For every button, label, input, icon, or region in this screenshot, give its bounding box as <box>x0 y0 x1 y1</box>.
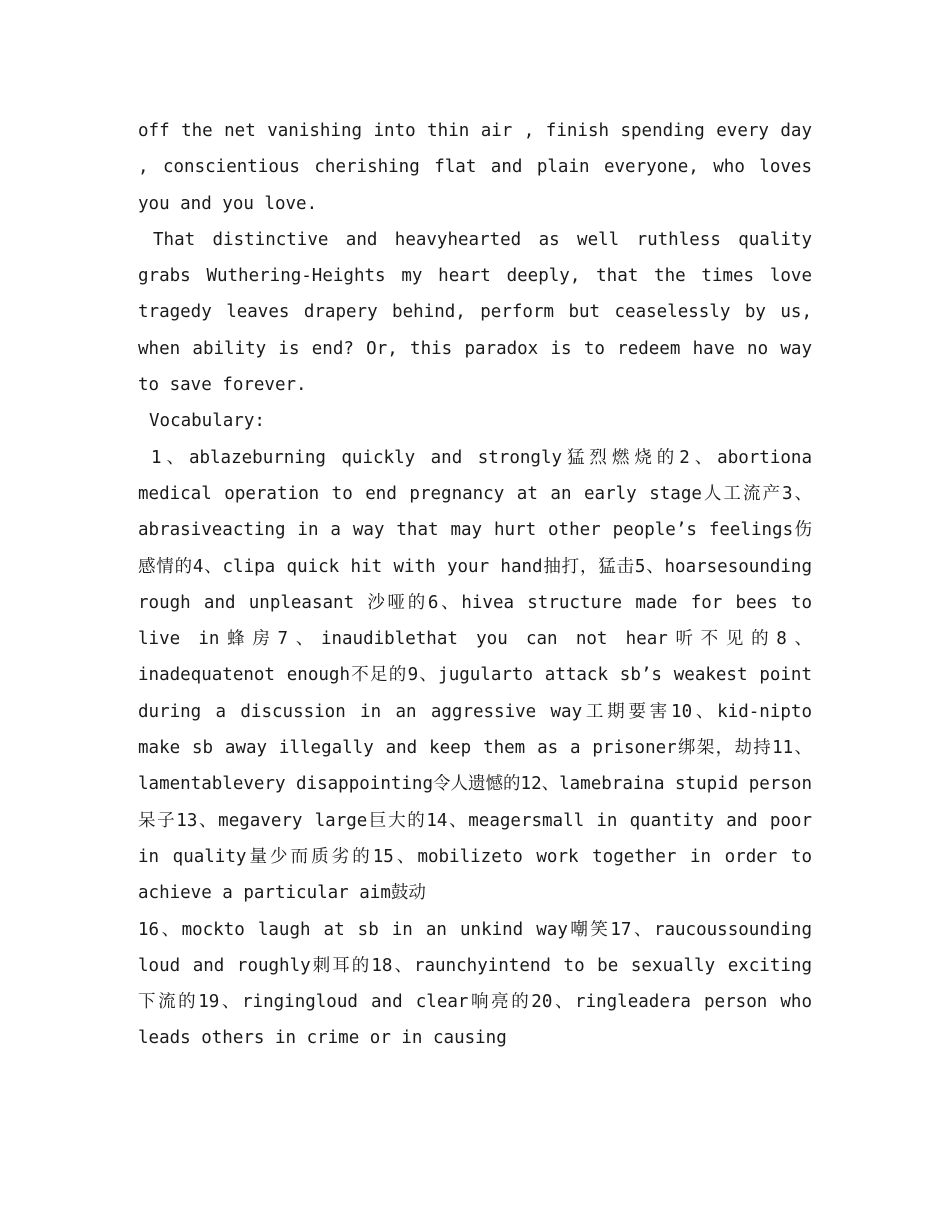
paragraph-closing-intro: off the net vanishing into thin air , finish spending every day , conscientious cherishing flat and plain everyone, who loves you and you love. <box>138 121 812 214</box>
paragraph-wuthering-heights: That distinctive and heavyhearted as well ruthless quality grabs Wuthering-Heights my heart deeply, that the times love tragedy leaves drapery behind, perform but ceaselessly by us, when ability is end? Or, this paradox is to redeem have no way to save forever. <box>138 229 812 396</box>
vocabulary-list-part-2: 16、mockto laugh at sb in an unkind way嘲笑17、raucoussounding loud and roughly刺耳的18、raunchyintend to be sexually exciting 下流的19、ringingloud and clear响亮的20、ringleadera person who leads others in crime or in causing <box>138 919 812 1049</box>
document-page <box>138 113 812 1057</box>
vocabulary-list-part-1: 1、ablazeburning quickly and strongly猛烈燃烧的2、abortiona medical operation to end pregnancy at an early stage人工流产3、abrasiveacting in a way that may hurt other people’s feelings伤感情的4、clipa quick hit with your hand抽打，猛击5、hoarsesounding rough and unpleasant 沙哑的6、hivea structure made for bees to live in蜂房7、inaudiblethat you can not hear听不见的8、inadequatenot enough不足的9、jugularto attack sb’s weakest point during a discussion in an aggressive way工期要害10、kid-nipto make sb away illegally and keep them as a prisoner绑架，劫持11、lamentablevery disappointing令人遗憾的12、lamebraina stupid person呆子13、megavery large巨大的14、meagersmall in quantity and poor in quality量少而质劣的15、mobilizeto work together in order to achieve a particular aim鼓动 <box>138 447 812 904</box>
vocabulary-heading: Vocabulary: <box>149 411 265 432</box>
